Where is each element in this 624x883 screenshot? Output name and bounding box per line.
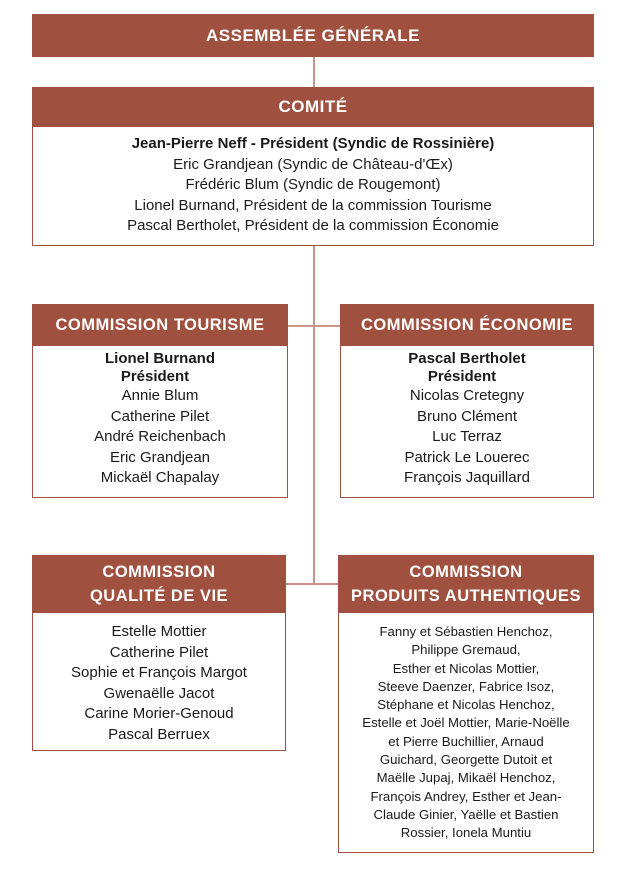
connector-vertical-main (313, 246, 315, 584)
qualite-member: Sophie et François Margot (71, 664, 247, 681)
produits-box (338, 613, 594, 853)
qualite-title-line1: COMMISSION (102, 563, 216, 581)
tourisme-president-name: Lionel Burnand (105, 350, 215, 367)
produits-line: François Andrey, Esther et Jean- (370, 788, 562, 804)
tourisme-member: André Reichenbach (94, 428, 226, 445)
assembly-header (32, 14, 594, 57)
tourisme-header (32, 304, 288, 346)
tourisme-member: Catherine Pilet (110, 407, 210, 425)
assembly-title: ASSEMBLÉE GÉNÉRALE (206, 25, 420, 45)
tourisme-box (32, 346, 288, 498)
qualite-member: Estelle Mottier (111, 623, 207, 640)
qualite-header (32, 555, 286, 613)
comite-header (32, 87, 594, 127)
qualite-member: Gwenaëlle Jacot (103, 684, 215, 702)
comite-member: Eric Grandjean (Syndic de Château-d'Œx) (173, 155, 453, 173)
comite-member: Lionel Burnand, Président de la commission Tourisme (134, 196, 492, 214)
qualite-box (32, 613, 286, 751)
qualite-member: Pascal Berruex (108, 725, 210, 743)
produits-line: Esther et Nicolas Mottier, (392, 660, 540, 676)
economie-member: Nicolas Cretegny (409, 387, 525, 404)
economie-title: COMMISSION ÉCONOMIE (360, 316, 574, 334)
produits-line: Maëlle Jupaj, Mikaël Henchoz, (376, 770, 556, 786)
comite-member: Frédéric Blum (Syndic de Rougemont) (185, 176, 441, 193)
economie-president-name: Pascal Bertholet (408, 350, 526, 367)
economie-member: François Jaquillard (404, 469, 530, 486)
tourisme-president-role: Président (120, 368, 190, 385)
qualite-member: Catherine Pilet (109, 643, 209, 661)
economie-header (340, 304, 594, 346)
economie-member: Luc Terraz (432, 428, 502, 445)
produits-header (338, 555, 594, 613)
qualite-member: Carine Morier-Genoud (84, 705, 234, 722)
comite-box (32, 127, 594, 246)
produits-title-line1: COMMISSION (409, 563, 523, 581)
tourisme-member: Eric Grandjean (109, 448, 211, 466)
economie-president-role: Président (427, 368, 497, 385)
connector-row1-horizontal (288, 325, 340, 327)
produits-title-line2: PRODUITS AUTHENTIQUES (351, 587, 581, 605)
connector-row2-horizontal (286, 583, 338, 585)
tourisme-member: Mickaël Chapalay (100, 469, 220, 486)
produits-line: Rossier, Ionela Muntiu (400, 825, 532, 841)
economie-member: Patrick Le Louerec (404, 448, 530, 466)
comite-president: Jean-Pierre Neff - Président (Syndic de Rossinière) (131, 135, 495, 152)
produits-line: Estelle et Joël Mottier, Marie-Noëlle (362, 715, 570, 731)
comite-title: COMITÉ (278, 97, 348, 116)
produits-line: Claude Ginier, Yaëlle et Bastien (373, 806, 559, 822)
produits-line: Guichard, Georgette Dutoit et (379, 752, 553, 768)
produits-line: Stéphane et Nicolas Henchoz, (377, 697, 555, 713)
connector-assembly-comite (313, 57, 315, 87)
produits-line: Steeve Daenzer, Fabrice Isoz, (377, 678, 555, 694)
tourisme-member: Annie Blum (121, 387, 199, 404)
produits-line: Philippe Gremaud, (411, 642, 521, 658)
produits-line: et Pierre Buchillier, Arnaud (388, 733, 544, 749)
qualite-title-line2: QUALITÉ DE VIE (89, 587, 229, 605)
tourisme-title: COMMISSION TOURISME (55, 316, 265, 334)
produits-line: Fanny et Sébastien Henchoz, (379, 624, 553, 639)
economie-box (340, 346, 594, 498)
economie-member: Bruno Clément (416, 407, 518, 425)
comite-member: Pascal Bertholet, Président de la commission Économie (127, 217, 499, 234)
